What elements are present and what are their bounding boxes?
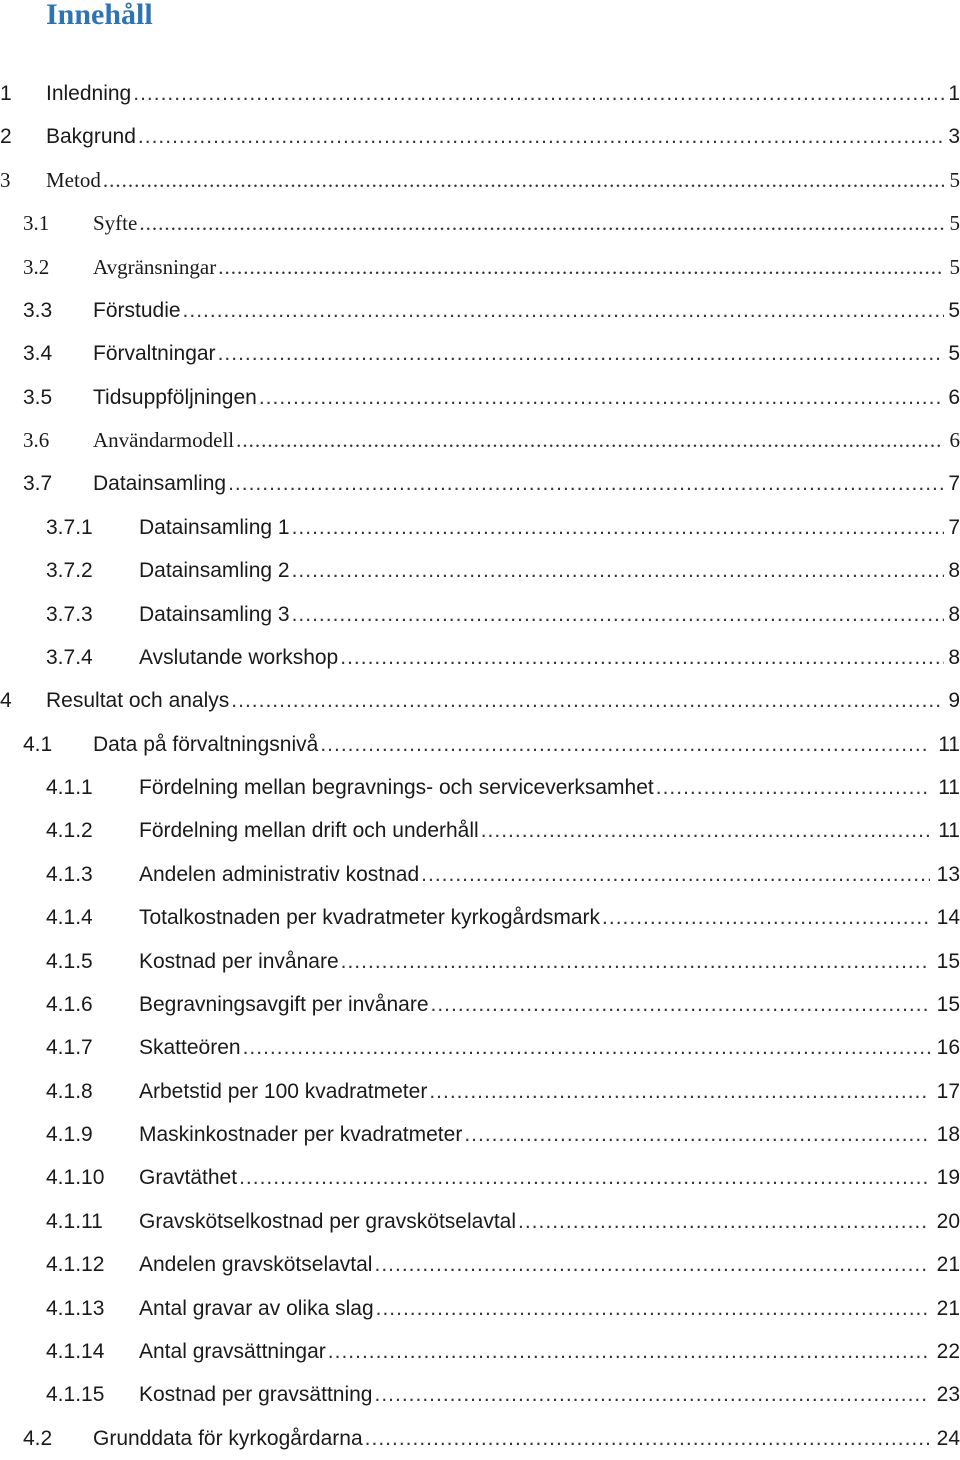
dot-leader xyxy=(231,679,944,722)
toc-entry-label: Datainsamling 2 xyxy=(139,549,292,592)
toc-entry-number: 4.1.9 xyxy=(46,1113,93,1156)
dot-leader xyxy=(481,809,930,852)
toc-entry-number: 4.1.4 xyxy=(46,896,93,939)
toc-entry-page: 9 xyxy=(948,679,960,722)
toc-entry-page: 7 xyxy=(948,506,960,549)
dot-leader xyxy=(139,202,944,245)
toc-entry-number: 3.6 xyxy=(23,419,49,462)
dot-leader xyxy=(341,940,930,983)
dot-leader xyxy=(133,72,944,115)
toc-entry-label: Tidsuppföljningen xyxy=(93,376,259,419)
dot-leader xyxy=(218,246,944,289)
toc-entry[interactable] xyxy=(0,1026,960,1069)
toc-entry-number: 4.2 xyxy=(23,1417,52,1460)
toc-entry-text xyxy=(139,809,930,852)
toc-entry-page: 11 xyxy=(938,809,960,852)
toc-entry-page: 5 xyxy=(950,159,960,202)
toc-entry-label: Bakgrund xyxy=(46,115,138,158)
toc-entry-page: 11 xyxy=(938,766,960,809)
toc-list xyxy=(0,72,960,1460)
toc-entry-label: Skatteören xyxy=(139,1026,243,1069)
toc-entry-number: 4.1.7 xyxy=(46,1026,93,1069)
toc-entry-page: 24 xyxy=(937,1417,960,1460)
toc-entry-text xyxy=(93,723,930,766)
toc-entry-number: 4.1.3 xyxy=(46,853,93,896)
toc-entry-label: Fördelning mellan begravnings- och serviceverksamhet xyxy=(139,766,656,809)
toc-entry-number: 4.1.10 xyxy=(46,1156,104,1199)
dot-leader xyxy=(376,1287,930,1330)
toc-entry[interactable] xyxy=(0,202,960,245)
toc-entry[interactable] xyxy=(0,506,960,549)
toc-entry-number: 4.1.15 xyxy=(46,1373,104,1416)
toc-entry-text xyxy=(93,289,944,332)
toc-entry-label: Avgränsningar xyxy=(93,246,218,289)
toc-entry-text xyxy=(93,246,944,289)
toc-entry-number: 4.1.13 xyxy=(46,1287,104,1330)
dot-leader xyxy=(429,1070,930,1113)
toc-entry[interactable] xyxy=(0,376,960,419)
toc-entry-number: 3.7 xyxy=(23,462,52,505)
dot-leader xyxy=(421,853,930,896)
toc-entry-text xyxy=(46,72,944,115)
toc-entry-text xyxy=(139,983,930,1026)
toc-entry-page: 5 xyxy=(950,202,960,245)
dot-leader xyxy=(340,636,944,679)
toc-entry[interactable] xyxy=(0,72,960,115)
dot-leader xyxy=(656,766,930,809)
toc-entry-page: 15 xyxy=(937,983,960,1026)
toc-entry[interactable] xyxy=(0,462,960,505)
toc-entry-text xyxy=(93,1417,930,1460)
toc-entry-text xyxy=(139,766,930,809)
dot-leader xyxy=(602,896,930,939)
dot-leader xyxy=(328,1330,930,1373)
toc-entry-number: 4.1.6 xyxy=(46,983,93,1026)
toc-entry-page: 5 xyxy=(950,246,960,289)
toc-entry-number: 4 xyxy=(0,679,12,722)
toc-entry-number: 4.1.2 xyxy=(46,809,93,852)
toc-entry-label: Begravningsavgift per invånare xyxy=(139,983,431,1026)
dot-leader xyxy=(374,1243,930,1286)
toc-entry-text xyxy=(93,202,944,245)
toc-entry-label: Maskinkostnader per kvadratmeter xyxy=(139,1113,464,1156)
toc-entry-page: 7 xyxy=(948,462,960,505)
toc-entry-number: 4.1.11 xyxy=(46,1200,103,1243)
toc-entry-text xyxy=(93,376,944,419)
toc-entry-text xyxy=(139,506,944,549)
toc-entry-text xyxy=(46,679,944,722)
toc-entry-number: 3.7.3 xyxy=(46,593,93,636)
toc-entry-label: Kostnad per gravsättning xyxy=(139,1373,374,1416)
toc-entry-label: Förstudie xyxy=(93,289,183,332)
toc-entry[interactable] xyxy=(0,1417,960,1460)
toc-entry[interactable] xyxy=(0,679,960,722)
toc-entry-number: 3.2 xyxy=(23,246,49,289)
toc-entry-page: 17 xyxy=(937,1070,960,1113)
toc-entry-text xyxy=(139,1200,930,1243)
toc-entry-number: 3.5 xyxy=(23,376,52,419)
toc-entry-number: 2 xyxy=(0,115,12,158)
toc-entry-text xyxy=(139,896,930,939)
toc-entry-label: Avslutande workshop xyxy=(139,636,340,679)
toc-entry-page: 6 xyxy=(948,376,960,419)
toc-entry-label: Datainsamling 1 xyxy=(139,506,292,549)
toc-entry-number: 3.1 xyxy=(23,202,49,245)
toc-entry-label: Antal gravsättningar xyxy=(139,1330,328,1373)
toc-entry-number: 4.1.1 xyxy=(46,766,93,809)
toc-entry-page: 11 xyxy=(938,723,960,766)
toc-entry-text xyxy=(139,1287,930,1330)
toc-entry-page: 14 xyxy=(937,896,960,939)
toc-entry-label: Andelen gravskötselavtal xyxy=(139,1243,374,1286)
toc-entry-page: 16 xyxy=(937,1026,960,1069)
toc-entry-page: 5 xyxy=(948,332,960,375)
toc-entry[interactable] xyxy=(0,940,960,983)
dot-leader xyxy=(236,419,944,462)
dot-leader xyxy=(292,593,944,636)
toc-entry-text xyxy=(93,419,944,462)
toc-entry-number: 3.4 xyxy=(23,332,52,375)
toc-entry-label: Gravskötselkostnad per gravskötselavtal xyxy=(139,1200,518,1243)
dot-leader xyxy=(320,723,930,766)
toc-entry-text xyxy=(139,853,930,896)
toc-entry-page: 8 xyxy=(948,593,960,636)
toc-entry-label: Fördelning mellan drift och underhåll xyxy=(139,809,481,852)
toc-entry-text xyxy=(139,1243,930,1286)
toc-entry-page: 20 xyxy=(937,1200,960,1243)
toc-entry-page: 6 xyxy=(950,419,960,462)
toc-entry-number: 3 xyxy=(0,159,11,202)
toc-entry-page: 5 xyxy=(948,289,960,332)
toc-entry-number: 3.3 xyxy=(23,289,52,332)
dot-leader xyxy=(259,376,944,419)
dot-leader xyxy=(103,159,944,202)
toc-entry-text xyxy=(139,1113,930,1156)
dot-leader xyxy=(239,1156,930,1199)
toc-entry-label: Antal gravar av olika slag xyxy=(139,1287,376,1330)
toc-entry[interactable] xyxy=(0,115,960,158)
toc-entry-label: Grunddata för kyrkogårdarna xyxy=(93,1417,365,1460)
toc-entry[interactable] xyxy=(0,246,960,289)
dot-leader xyxy=(431,983,930,1026)
toc-entry-page: 21 xyxy=(937,1243,960,1286)
toc-entry-number: 4.1.12 xyxy=(46,1243,104,1286)
toc-entry[interactable] xyxy=(0,1330,960,1373)
toc-entry[interactable] xyxy=(0,1200,960,1243)
dot-leader xyxy=(464,1113,930,1156)
toc-entry-text xyxy=(139,636,944,679)
toc-entry[interactable] xyxy=(0,419,960,462)
toc-entry-page: 18 xyxy=(937,1113,960,1156)
toc-entry-text xyxy=(46,159,944,202)
dot-leader xyxy=(518,1200,930,1243)
toc-entry-page: 8 xyxy=(948,549,960,592)
dot-leader xyxy=(374,1373,930,1416)
toc-entry-label: Kostnad per invånare xyxy=(139,940,341,983)
toc-entry-page: 21 xyxy=(937,1287,960,1330)
toc-entry[interactable] xyxy=(0,1287,960,1330)
toc-entry-page: 23 xyxy=(937,1373,960,1416)
toc-entry[interactable] xyxy=(0,549,960,592)
toc-entry-label: Gravtäthet xyxy=(139,1156,239,1199)
toc-entry-number: 4.1.5 xyxy=(46,940,93,983)
toc-entry-label: Syfte xyxy=(93,202,139,245)
toc-entry[interactable] xyxy=(0,809,960,852)
toc-entry-text xyxy=(139,1156,930,1199)
toc-entry[interactable] xyxy=(0,723,960,766)
toc-entry[interactable] xyxy=(0,1243,960,1286)
toc-entry-number: 4.1.8 xyxy=(46,1070,93,1113)
toc-entry-page: 3 xyxy=(948,115,960,158)
toc-entry-number: 3.7.1 xyxy=(46,506,93,549)
toc-entry-label: Totalkostnaden per kvadratmeter kyrkogårdsmark xyxy=(139,896,602,939)
toc-entry-page: 15 xyxy=(937,940,960,983)
toc-entry-text xyxy=(139,1026,930,1069)
toc-entry-text xyxy=(46,115,944,158)
toc-entry-label: Användarmodell xyxy=(93,419,236,462)
toc-entry-label: Datainsamling 3 xyxy=(139,593,292,636)
toc-entry-number: 4.1.14 xyxy=(46,1330,104,1373)
toc-entry-text xyxy=(139,1330,930,1373)
toc-entry[interactable] xyxy=(0,983,960,1026)
dot-leader xyxy=(292,549,944,592)
toc-entry-label: Förvaltningar xyxy=(93,332,218,375)
toc-entry[interactable] xyxy=(0,766,960,809)
toc-entry-text xyxy=(139,940,930,983)
toc-entry[interactable] xyxy=(0,159,960,202)
toc-entry-page: 22 xyxy=(937,1330,960,1373)
dot-leader xyxy=(138,115,944,158)
toc-entry-label: Arbetstid per 100 kvadratmeter xyxy=(139,1070,429,1113)
toc-entry-page: 1 xyxy=(948,72,960,115)
dot-leader xyxy=(365,1417,930,1460)
toc-entry-label: Resultat och analys xyxy=(46,679,231,722)
toc-entry-label: Andelen administrativ kostnad xyxy=(139,853,421,896)
toc-entry-label: Metod xyxy=(46,159,103,202)
toc-entry-label: Data på förvaltningsnivå xyxy=(93,723,320,766)
toc-entry[interactable] xyxy=(0,896,960,939)
toc-entry-text xyxy=(139,593,944,636)
toc-entry-page: 13 xyxy=(937,853,960,896)
dot-leader xyxy=(228,462,944,505)
toc-entry-page: 19 xyxy=(937,1156,960,1199)
toc-entry[interactable] xyxy=(0,1373,960,1416)
toc-entry[interactable] xyxy=(0,1156,960,1199)
toc-entry[interactable] xyxy=(0,636,960,679)
toc-entry-text xyxy=(93,332,944,375)
toc-entry-text xyxy=(139,1070,930,1113)
toc-entry-number: 3.7.2 xyxy=(46,549,93,592)
toc-entry-page: 8 xyxy=(948,636,960,679)
toc-entry-number: 4.1 xyxy=(23,723,52,766)
dot-leader xyxy=(292,506,944,549)
toc-entry[interactable] xyxy=(0,289,960,332)
toc-entry[interactable] xyxy=(0,1070,960,1113)
toc-entry-label: Inledning xyxy=(46,72,133,115)
toc-entry[interactable] xyxy=(0,1113,960,1156)
dot-leader xyxy=(243,1026,930,1069)
dot-leader xyxy=(183,289,944,332)
toc-entry-text xyxy=(139,549,944,592)
toc-entry-number: 3.7.4 xyxy=(46,636,93,679)
toc-entry[interactable] xyxy=(0,332,960,375)
toc-entry[interactable] xyxy=(0,853,960,896)
toc-entry-text xyxy=(93,462,944,505)
toc-entry-label: Datainsamling xyxy=(93,462,228,505)
toc-entry[interactable] xyxy=(0,593,960,636)
toc-heading: Innehåll xyxy=(46,0,153,36)
toc-entry-number: 1 xyxy=(0,72,12,115)
dot-leader xyxy=(218,332,944,375)
toc-entry-text xyxy=(139,1373,930,1416)
